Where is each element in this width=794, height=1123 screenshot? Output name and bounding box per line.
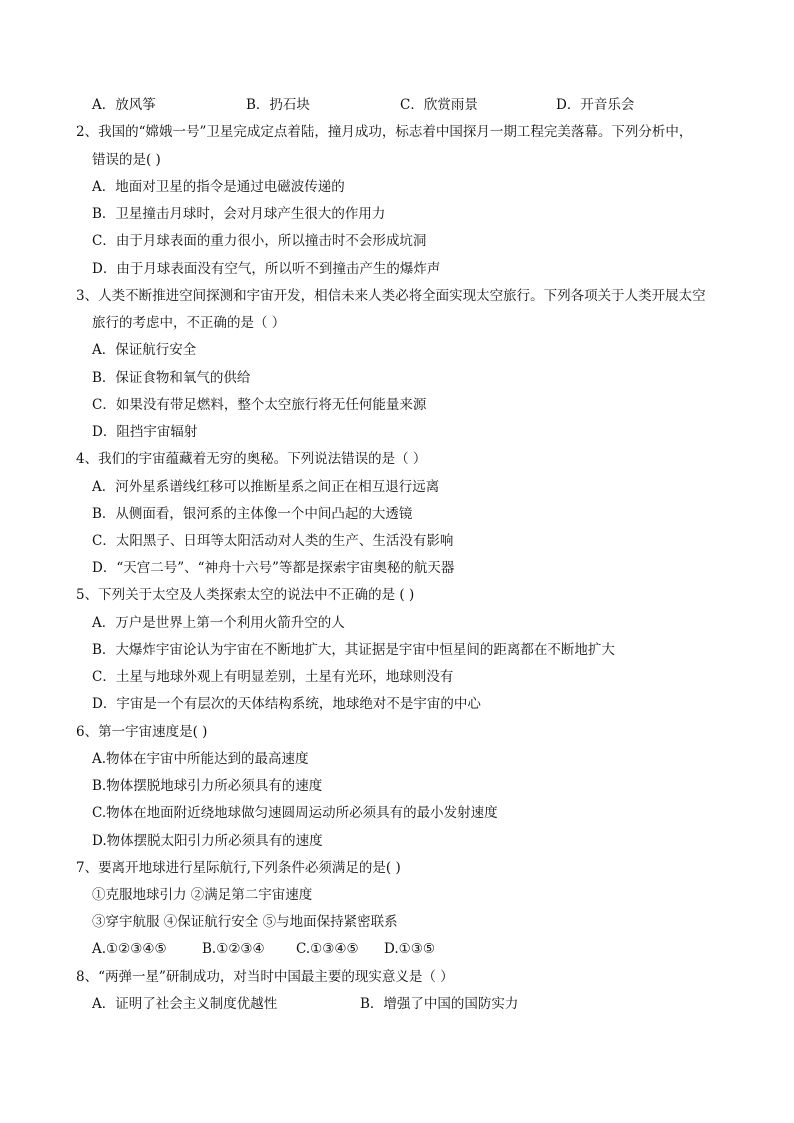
q8-option-b: B．增强了中国的国防实力 — [360, 996, 519, 1012]
q2-option-a: A．地面对卫星的指令是通过电磁波传递的 — [92, 179, 345, 195]
q5-option-d: D．宇宙是一个有层次的天体结构系统，地球绝对不是宇宙的中心 — [92, 696, 481, 712]
q3-option-d: D．阻挡宇宙辐射 — [92, 424, 198, 440]
q8-option-a: A．证明了社会主义制度优越性 — [92, 996, 278, 1012]
q2-option-d: D．由于月球表面没有空气，所以听不到撞击产生的爆炸声 — [92, 261, 441, 277]
q5-option-a: A．万户是世界上第一个利用火箭升空的人 — [92, 615, 345, 631]
q2-stem-line1: 2、我国的“嫦娥一号”卫星完成定点着陆，撞月成功，标志着中国探月一期工程完美落幕。下列分析中， — [76, 124, 693, 140]
q2-option-b: B．卫星撞击月球时，会对月球产生很大的作用力 — [92, 206, 386, 222]
q2-option-c: C．由于月球表面的重力很小，所以撞击时不会形成坑洞 — [92, 233, 427, 249]
q5-option-c: C．土星与地球外观上有明显差别，土星有光环，地球则没有 — [92, 669, 454, 685]
q6-option-a: A.物体在宇宙中所能达到的最高速度 — [92, 751, 309, 767]
q1-option-b: B．扔石块 — [246, 97, 310, 113]
q1-option-d: D．开音乐会 — [556, 97, 635, 113]
q3-option-c: C．如果没有带足燃料，整个太空旅行将无任何能量来源 — [92, 397, 427, 413]
q5-stem: 5、下列关于太空及人类探索太空的说法中不正确的是 ( ) — [76, 587, 415, 603]
q7-conditions-line2: ③穿宇航服 ④保证航行安全 ⑤与地面保持紧密联系 — [92, 914, 398, 930]
q5-option-b: B．大爆炸宇宙论认为宇宙在不断地扩大，其证据是宇宙中恒星间的距离都在不断地扩大 — [92, 642, 615, 658]
q4-stem: 4、我们的宇宙蕴藏着无穷的奥秘。下列说法错误的是（ ） — [76, 451, 427, 467]
q3-option-b: B．保证食物和氧气的供给 — [92, 370, 251, 386]
q7-choice-a: A.①②③④⑤ — [92, 941, 167, 957]
q4-option-b: B．从侧面看，银河系的主体像一个中间凸起的大透镜 — [92, 506, 413, 522]
q3-option-a: A．保证航行安全 — [92, 342, 197, 358]
q4-option-c: C．太阳黑子、日珥等太阳活动对人类的生产、生活没有影响 — [92, 533, 454, 549]
q1-option-c: C．欣赏雨景 — [400, 97, 478, 113]
q7-choice-b: B.①②③④ — [202, 941, 265, 957]
q6-option-c: C.物体在地面附近绕地球做匀速圆周运动所必须具有的最小发射速度 — [92, 805, 498, 821]
q7-choice-c: C.①③④⑤ — [296, 941, 359, 957]
q2-stem-line2: 错误的是( ) — [92, 152, 161, 168]
q4-option-d: D．“天宫二号”、“神舟十六号”等都是探索宇宙奥秘的航天器 — [92, 560, 455, 576]
q7-choice-d: D.①③⑤ — [384, 941, 435, 957]
q7-conditions-line1: ①克服地球引力 ②满足第二宇宙速度 — [92, 887, 313, 903]
q1-option-a: A．放风筝 — [92, 97, 156, 113]
q3-stem-line1: 3、人类不断推进空间探测和宇宙开发，相信未来人类必将全面实现太空旅行。下列各项关于人类开展太空 — [76, 288, 706, 304]
q6-stem: 6、第一宇宙速度是( ) — [76, 724, 208, 740]
q6-option-d: D.物体摆脱太阳引力所必须具有的速度 — [92, 833, 323, 849]
q6-option-b: B.物体摆脱地球引力所必须具有的速度 — [92, 778, 323, 794]
q7-stem: 7、要离开地球进行星际航行,下列条件必须满足的是( ) — [76, 860, 401, 876]
q8-stem: 8、“两弹一星”研制成功，对当时中国最主要的现实意义是（ ） — [76, 969, 454, 985]
q4-option-a: A．河外星系谱线红移可以推断星系之间正在相互退行远离 — [92, 479, 440, 495]
q3-stem-line2: 旅行的考虑中，不正确的是（ ） — [92, 315, 286, 331]
